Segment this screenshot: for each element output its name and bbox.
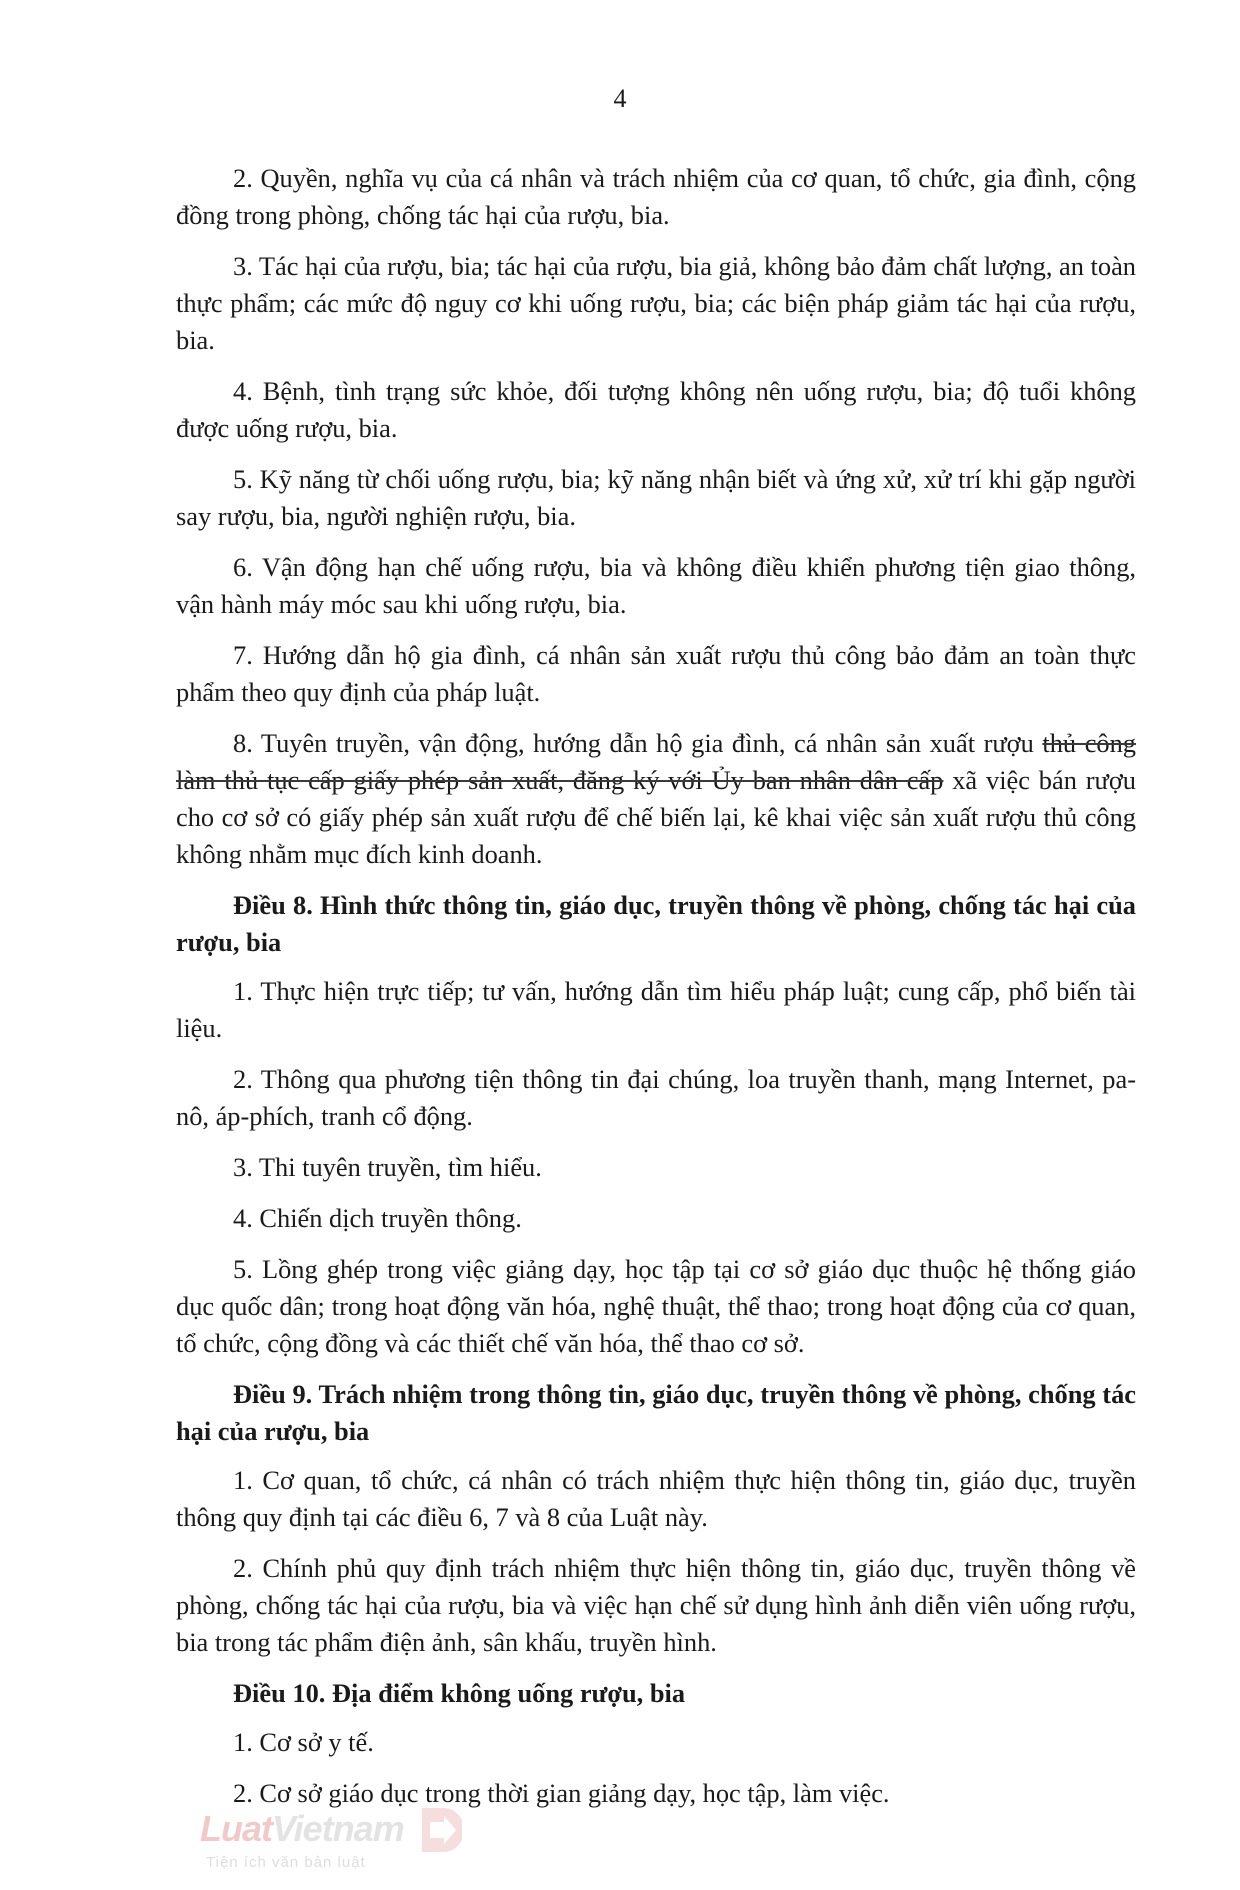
luatvietnam-watermark: [200, 1808, 460, 1878]
paragraph-art8-item1: 1. Thực hiện trực tiếp; tư vấn, hướng dẫn tìm hiểu pháp luật; cung cấp, phổ biến tài liệu.: [176, 976, 1136, 1043]
arrow-logo-icon: [418, 1804, 462, 1856]
article-9-heading: Điều 9. Trách nhiệm trong thông tin, giáo dục, truyền thông về phòng, chống tác hại của rượu, bia: [176, 1379, 1136, 1446]
paragraph-art10-item2: 2. Cơ sở giáo dục trong thời gian giảng dạy, học tập, làm việc.: [233, 1778, 890, 1808]
paragraph-art8-item2: 2. Thông qua phương tiện thông tin đại chúng, loa truyền thanh, mạng Internet, pa-nô, áp-phích, tranh cổ động.: [176, 1064, 1136, 1131]
page-number: 4: [613, 84, 627, 113]
struck-through-text: thủ công làm thủ tục cấp giấy phép sản xuất, đăng ký với Ủy ban nhân dân cấp: [176, 728, 1136, 795]
paragraph-art7-item5: 5. Kỹ năng từ chối uống rượu, bia; kỹ năng nhận biết và ứng xử, xử trí khi gặp người say rượu, bia, người nghiện rượu, bia.: [176, 464, 1136, 531]
paragraph-art8-item4: 4. Chiến dịch truyền thông.: [233, 1203, 522, 1233]
watermark-brand: LuatVietnam: [200, 1808, 404, 1849]
paragraph-art7-item8-start: 8. Tuyên truyền, vận động, hướng dẫn hộ gia đình, cá nhân sản xuất rượu: [233, 728, 1043, 758]
paragraph-art8-item5: 5. Lồng ghép trong việc giảng dạy, học tập tại cơ sở giáo dục thuộc hệ thống giáo dục quốc dân; trong hoạt động văn hóa, nghệ thuật, thể thao; trong hoạt động của cơ quan, tổ chức, cộng đồng và các thiết chế văn hóa, thể thao cơ sở.: [176, 1254, 1136, 1358]
paragraph-art9-item1: 1. Cơ quan, tổ chức, cá nhân có trách nhiệm thực hiện thông tin, giáo dục, truyền thông quy định tại các điều 6, 7 và 8 của Luật này.: [176, 1465, 1136, 1532]
watermark-tagline: Tiện ích văn bản luật: [206, 1854, 366, 1871]
paragraph-art7-item7: 7. Hướng dẫn hộ gia đình, cá nhân sản xuất rượu thủ công bảo đảm an toàn thực phẩm theo quy định của pháp luật.: [176, 640, 1136, 707]
paragraph-art7-item6: 6. Vận động hạn chế uống rượu, bia và không điều khiển phương tiện giao thông, vận hành máy móc sau khi uống rượu, bia.: [176, 552, 1136, 619]
document-body: [176, 160, 1136, 1826]
paragraph-art7-item3: 3. Tác hại của rượu, bia; tác hại của rượu, bia giả, không bảo đảm chất lượng, an toàn thực phẩm; các mức độ nguy cơ khi uống rượu, bia; các biện pháp giảm tác hại của rượu, bia.: [176, 251, 1136, 355]
paragraph-art10-item1: 1. Cơ sở y tế.: [233, 1727, 374, 1757]
article-10-heading: Điều 10. Địa điểm không uống rượu, bia: [233, 1678, 686, 1708]
paragraph-art7-item2: 2. Quyền, nghĩa vụ của cá nhân và trách nhiệm của cơ quan, tổ chức, gia đình, cộng đồng trong phòng, chống tác hại của rượu, bia.: [176, 163, 1136, 230]
article-8-heading: Điều 8. Hình thức thông tin, giáo dục, truyền thông về phòng, chống tác hại của rượu, bia: [176, 890, 1136, 957]
paragraph-art7-item8-end: xã việc bán rượu cho cơ sở có giấy phép sản xuất rượu để chế biến lại, kê khai việc sản xuất rượu thủ công không nhằm mục đích kinh doanh.: [176, 765, 1136, 869]
paragraph-art7-item8: [176, 725, 1136, 873]
paragraph-art8-item3: 3. Thi tuyên truyền, tìm hiểu.: [233, 1152, 542, 1182]
paragraph-art7-item4: 4. Bệnh, tình trạng sức khỏe, đối tượng không nên uống rượu, bia; độ tuổi không được uống rượu, bia.: [176, 376, 1136, 443]
paragraph-art9-item2: 2. Chính phủ quy định trách nhiệm thực hiện thông tin, giáo dục, truyền thông về phòng, chống tác hại của rượu, bia và việc hạn chế sử dụng hình ảnh diễn viên uống rượu, bia trong tác phẩm điện ảnh, sân khấu, truyền hình.: [176, 1553, 1136, 1657]
